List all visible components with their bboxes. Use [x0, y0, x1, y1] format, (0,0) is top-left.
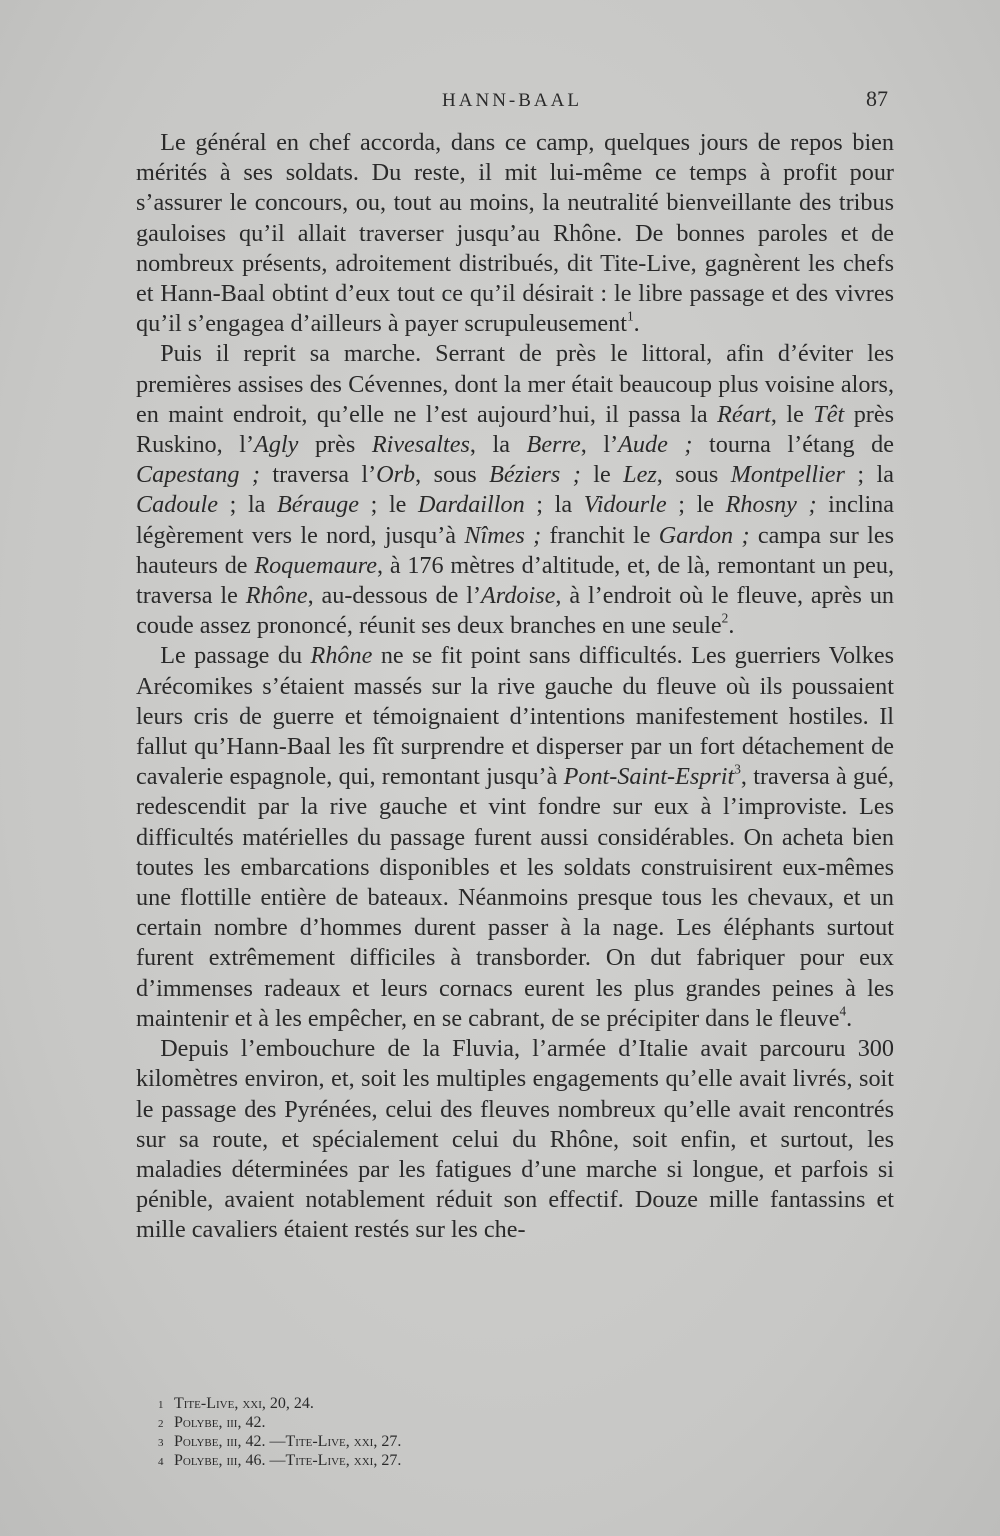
text-run: près	[298, 431, 372, 459]
text-run: ; le	[666, 491, 726, 519]
footnote-ref: 4	[839, 1003, 847, 1019]
text-run: ; le	[358, 491, 419, 519]
footnote-reference-2: , xxi, 27.	[345, 1433, 402, 1450]
text-run: , à l’endroit où le fleuve, après un coude assez prononcé, réunit ses deux branches en une seule	[136, 582, 895, 640]
paragraph	[136, 1034, 894, 1245]
running-head	[136, 86, 888, 116]
text-run: le	[580, 461, 624, 489]
place-name: Orb	[376, 461, 416, 489]
footnote-reference: , xxi, 20, 24.	[234, 1395, 314, 1412]
place-name: Montpellier	[730, 461, 845, 489]
place-name: Ardoise	[481, 582, 556, 610]
place-name: Réart	[717, 400, 771, 428]
footnote-number: 3	[158, 1437, 164, 1449]
text-run: Puis il reprit sa marche. Serrant de près le littoral, afin d’éviter les premières assises des Cévennes, dont la mer était beaucoup plus voisine alors, en maint endroit, qu’elle ne l’est aujourd’hui, il passa la	[136, 340, 894, 428]
place-name: Cadoule	[136, 491, 218, 519]
footnote-reference: , iii, 42. —	[218, 1433, 286, 1450]
place-name: Têt	[813, 400, 845, 428]
footnote-number: 1	[158, 1399, 164, 1411]
text-run: inclina légèrement vers le nord, jusqu’à	[136, 491, 894, 549]
text-run: .	[633, 310, 640, 338]
place-name: Nîmes ;	[464, 521, 542, 549]
footnote	[158, 1452, 758, 1471]
text-run: ; la	[524, 491, 584, 519]
footnote	[158, 1433, 758, 1452]
paragraph	[136, 128, 894, 339]
footnote-number: 4	[158, 1456, 164, 1468]
footnote-number: 2	[158, 1418, 164, 1430]
running-title: HANN-BAAL	[442, 90, 582, 111]
body-text	[136, 128, 894, 1246]
place-name: Capestang ;	[136, 461, 260, 489]
place-name: Lez	[623, 461, 657, 489]
text-run: , traversa à gué, redescendit par la rive gauche et vint fondre sur eux à l’improviste. Les difficultés matérielles du passage furent aussi considérables. On acheta bien toutes les embarcations disponibles et les soldats construisirent eux-mêmes une flottille entière de bateaux. Néanmoins presque tous les chevaux, et un certain nombre d’hommes durent passer à la nage. Les éléphants surtout furent extrêmement difficiles à transborder. On dut fabriquer pour eux d’immenses radeaux et leurs cornacs eurent les plus grandes peines à les maintenir et à les empêcher, en se cabrant, de se précipiter dans le fleuve	[136, 763, 895, 1032]
place-name: Vidourle	[583, 491, 667, 519]
text-run: , sous	[656, 461, 731, 489]
text-run: , sous	[415, 461, 490, 489]
place-name: Dardaillon	[418, 491, 525, 519]
place-name: Roquemaure	[254, 551, 378, 579]
place-name: Béziers ;	[489, 461, 581, 489]
text-run: ; la	[217, 491, 278, 519]
text-run: , à 176 mètres d’altitude, et, de là, remontant un peu, traversa le	[136, 551, 894, 610]
text-run: franchit le	[541, 521, 659, 549]
footnote-author-2: Tite-Live	[285, 1452, 346, 1469]
paragraph	[136, 641, 894, 1034]
text-run: ; la	[844, 461, 894, 489]
text-run: tourna l’étang de	[692, 431, 894, 459]
text-run: .	[728, 612, 735, 640]
text-run: campa sur les hauteurs de	[136, 521, 895, 579]
text-run: , au-dessous de l’	[307, 582, 482, 610]
footnote	[158, 1395, 758, 1414]
place-name: Agly	[254, 431, 299, 459]
text-run: , l’	[580, 431, 619, 459]
footnotes	[158, 1395, 758, 1471]
text-run: .	[846, 1004, 853, 1032]
footnote-ref: 3	[734, 761, 741, 777]
place-name: Pont-Saint-Esprit	[563, 763, 735, 791]
place-name: Berre	[526, 431, 581, 459]
footnote-author: Polybe	[174, 1414, 219, 1431]
text-run: , la	[469, 431, 527, 459]
place-name: Rhône	[310, 642, 373, 670]
footnote-author-2: Tite-Live	[285, 1433, 346, 1450]
footnote-ref: 1	[626, 308, 634, 324]
footnote-reference-2: , xxi, 27.	[345, 1452, 402, 1469]
text-run: près Ruskino, l’	[136, 400, 894, 459]
text-run: Le passage du	[160, 642, 311, 670]
page-number: 87	[866, 86, 888, 111]
place-name: Rhône	[245, 582, 308, 610]
place-name: Gardon ;	[658, 521, 750, 549]
footnote-author: Polybe	[174, 1452, 219, 1469]
text-run: , le	[770, 400, 814, 428]
text-run: Le général en chef accorda, dans ce camp, quelques jours de repos bien mérités à ses soldats. Du reste, il mit lui-même ce temps à profit pour s’assurer le concours, ou, tout au moins, la neutralité bienveillante des tribus gauloises qu’il allait traverser jusqu’au Rhône. De bonnes paroles et de nombreux présents, adroitement distribués, dit Tite-Live, gagnèrent les chefs et Hann-Baal obtint d’eux tout ce qu’il désirait : le libre passage et des vivres qu’il s’engagea d’ailleurs à payer scrupuleusement	[136, 129, 894, 338]
place-name: Bérauge	[277, 491, 359, 519]
place-name: Rivesaltes	[371, 431, 470, 459]
place-name: Rhosny ;	[725, 491, 817, 519]
text-run: traversa l’	[259, 461, 377, 489]
text-run: ne se fit point sans difficultés. Les guerriers Volkes Arécomikes s’étaient massés sur la rive gauche du fleuve où ils poussaient leurs cris de guerre et témoignaient d’intentions manifestement hostiles. Il fallut qu’Hann-Baal les fît surprendre et disperser par un fort détachement de cavalerie espagnole, qui, remontant jusqu’à	[136, 642, 894, 791]
footnote-author: Polybe	[174, 1433, 219, 1450]
footnote-ref: 2	[721, 610, 729, 626]
footnote-reference: , iii, 42.	[218, 1414, 266, 1431]
footnote-author: Tite-Live	[174, 1395, 235, 1412]
place-name: Aude ;	[618, 431, 693, 459]
paragraph	[136, 339, 894, 641]
footnote-reference: , iii, 46. —	[218, 1452, 286, 1469]
text-run: Depuis l’embouchure de la Fluvia, l’armée d’Italie avait parcouru 300 kilomètres environ, et, soit les multiples engagements qu’elle avait livrés, soit le passage des Pyrénées, celui des fleuves nombreux qu’elle avait rencontrés sur sa route, et spécialement celui du Rhône, soit enfin, et surtout, les maladies déterminées par les fatigues d’une marche si longue, et parfois si pénible, avaient notablement réduit son effectif. Douze mille fantassins et mille cavaliers étaient restés sur les che-	[136, 1035, 894, 1244]
footnote	[158, 1414, 758, 1433]
